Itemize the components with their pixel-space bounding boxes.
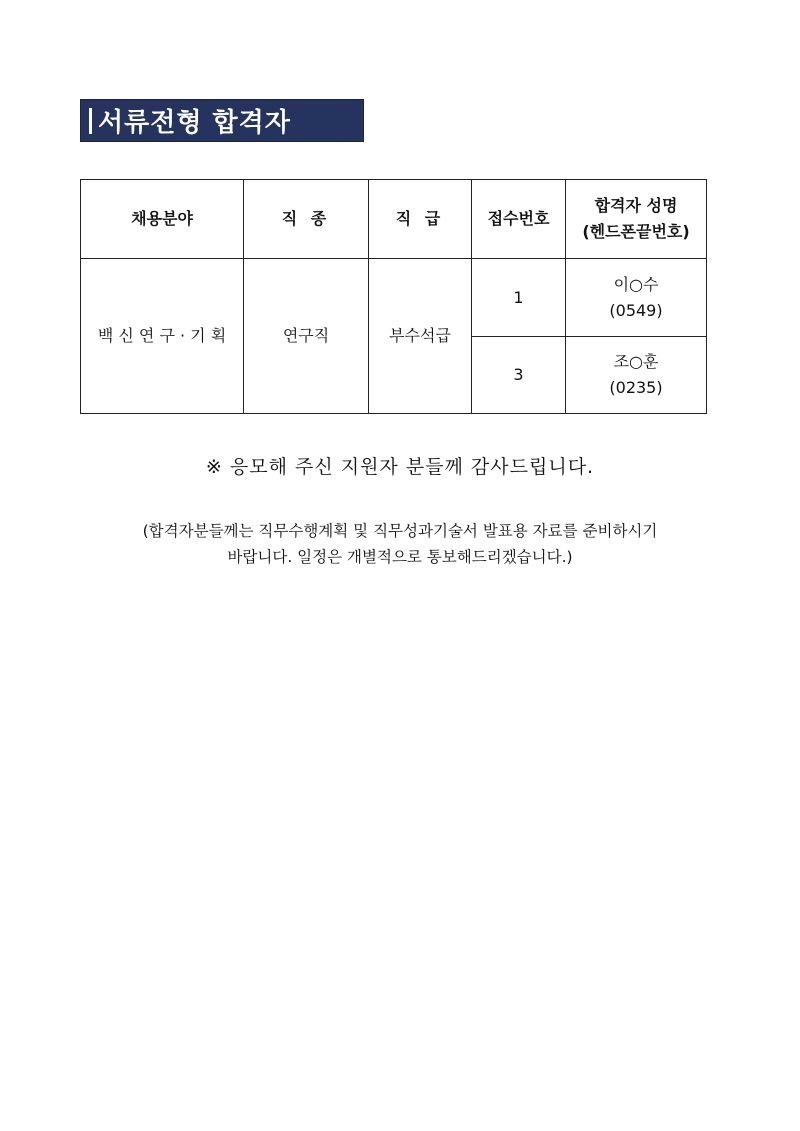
preparation-notice-line1: (합격자분들께는 직무수행계획 및 직무성과기술서 발표용 자료를 준비하시기 [142, 522, 658, 540]
cell-field: 백 신 연 구 · 기 획 [81, 259, 244, 414]
header-name-line2: (헨드폰끝번호) [582, 222, 690, 241]
section-title: 서류전형 합격자 [98, 108, 291, 138]
header-job-type: 직 종 [244, 180, 369, 259]
preparation-notice-line2: 바랍니다. 일정은 개별적으로 통보해드리겠습니다.) [227, 548, 573, 566]
title-marker [89, 108, 92, 134]
applicant-name: 조○훈 [613, 352, 659, 371]
section-title-bar [80, 99, 364, 142]
cell-name [566, 259, 707, 337]
table-row [81, 259, 707, 337]
cell-name [566, 337, 707, 414]
cell-job-type: 연구직 [244, 259, 369, 414]
header-app-no: 접수번호 [472, 180, 566, 259]
header-name [566, 180, 707, 259]
result-table [80, 179, 707, 414]
applicant-phone: (0235) [609, 378, 663, 397]
preparation-notice [60, 518, 740, 570]
cell-app-no: 3 [472, 337, 566, 414]
thank-you-notice: ※ 응모해 주신 지원자 분들께 감사드립니다. [205, 456, 595, 478]
applicant-name: 이○수 [613, 274, 659, 294]
cell-rank: 부수석급 [369, 259, 472, 414]
cell-app-no: 1 [472, 259, 566, 337]
header-rank: 직 급 [369, 180, 472, 259]
header-name-line1: 합격자 성명 [594, 196, 678, 215]
applicant-phone: (0549) [609, 300, 663, 320]
table-header-row [81, 180, 707, 259]
header-field: 채용분야 [81, 180, 244, 259]
